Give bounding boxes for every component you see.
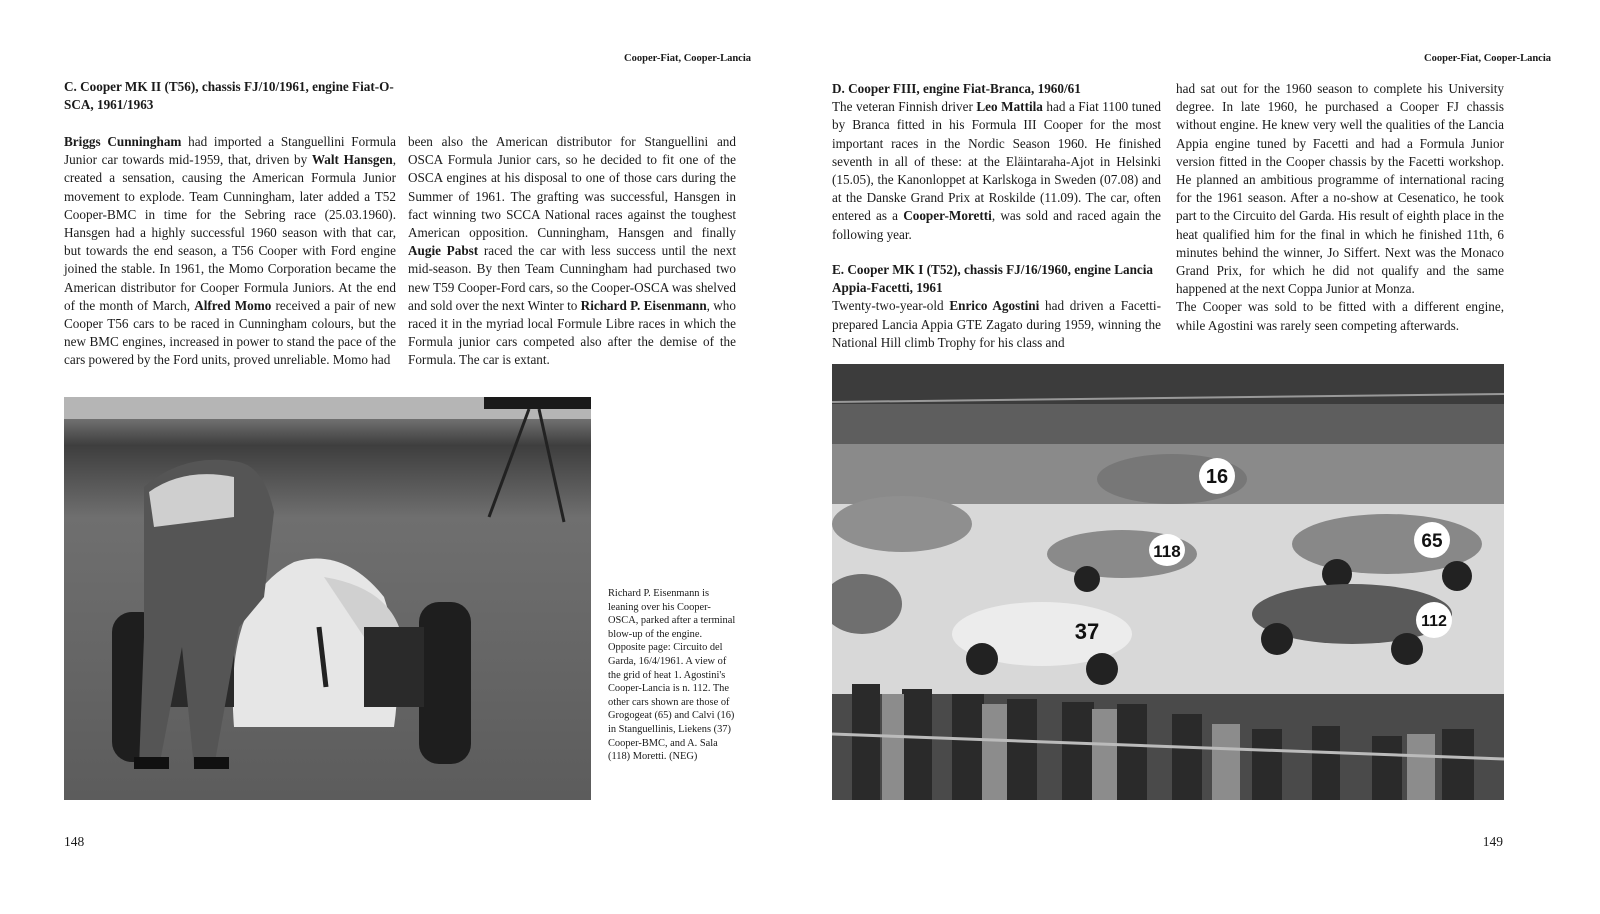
car-16 bbox=[1097, 454, 1247, 504]
section-c-column-1 bbox=[64, 133, 396, 370]
caption-part-2: Opposite page: Circuito del Garda, 16/4/1961. A view of the grid of heat 1. Agostini's Cooper-Lancia is n. 112. The other cars shown are those of Grogogeat (65) and Calvi (16) in Stanguellinis, Liekens (37) Cooper-BMC, and A. Sala (118) Moretti. (NEG) bbox=[608, 642, 735, 763]
paragraph: The Cooper was sold to be fitted with a different engine, while Agostini was rarely seen competing afterwards. bbox=[1176, 299, 1504, 333]
text-run: had imported a Stanguellini Formula Junior car towards mid-1959, that, driven by bbox=[64, 134, 396, 168]
section-e-column-2 bbox=[1176, 80, 1504, 335]
text-run: been also the American distributor for Stanguellini and OSCA Formula Junior cars, so he decided to fit one of the OSCA engines at his disposal to one of those cars during the Summer of 1961. The grafting was successful, Hansgen in fact winning two SCCA National races against the toughest American opposition. Cunningham, Hansgen and finally bbox=[408, 134, 736, 241]
person-name: Augie Pabst bbox=[408, 243, 479, 259]
running-head: Cooper-Fiat, Cooper-Lancia bbox=[1424, 53, 1551, 64]
section-d bbox=[832, 80, 1161, 244]
photo-garda-grid bbox=[832, 364, 1504, 800]
section-d-heading: D. Cooper FIII, engine Fiat-Branca, 1960/61 bbox=[832, 81, 1081, 96]
text-run: raced the car with less success until the next mid-season. By then Team Cunningham had purchased two new T59 Cooper-Ford cars, so the Cooper-OSCA was shelved and sold over the next Winter to bbox=[408, 243, 736, 313]
person-name: Richard P. Eisenmann bbox=[580, 297, 707, 313]
car-name: Cooper-Moretti bbox=[903, 208, 992, 224]
photo-illustration bbox=[832, 364, 1504, 800]
right-page bbox=[800, 0, 1600, 914]
page-number: 149 bbox=[1482, 834, 1503, 849]
section-e-heading: E. Cooper MK I (T52), chassis FJ/16/1960, engine Lancia Appia-Facetti, 1961 bbox=[832, 262, 1154, 296]
text-run: Twenty-two-year-old bbox=[832, 298, 950, 314]
heading-line: SCA, 1961/1963 bbox=[64, 97, 154, 113]
car-number: 37 bbox=[1074, 619, 1100, 644]
section-c-column-2 bbox=[408, 133, 736, 370]
car-number: 112 bbox=[1421, 613, 1447, 630]
text-run: had driven a Facetti-prepared Lancia Appia GTE Zagato during 1959, winning the National Hill climb Trophy for his class and bbox=[832, 298, 1161, 350]
car-number: 65 bbox=[1421, 531, 1443, 552]
photo-illustration bbox=[64, 397, 591, 800]
section-c-heading bbox=[64, 78, 404, 114]
caption-part-1: Richard P. Eisenmann is leaning over his Cooper-OSCA, parked after a terminal blow-up of the engine. bbox=[608, 588, 736, 640]
text-run: received a pair of new Cooper T56 cars to be raced in Cunningham colours, but the new BMC engines, increased in power to stand the pace of the cars powered by the Ford units, proved unreliable. Momo had bbox=[64, 297, 397, 368]
photo-caption bbox=[608, 587, 738, 764]
paragraph bbox=[832, 98, 1161, 244]
text-run: , who raced it in the myriad local Formule Libre races in which the Formula junior cars competed also after the demise of the Formula. The car is extant. bbox=[408, 297, 736, 368]
section-e-column-1 bbox=[832, 261, 1161, 352]
paragraph: had sat out for the 1960 season to complete his University degree. In late 1960, he purchased a Cooper FJ chassis without engine. He knew very well the qualities of the Lancia Appia engine tuned by Facetti and had a Formula Junior version fitted in the Cooper chassis by the Facetti workshop. He planned an ambitious programme of international racing for the 1961 season. After a no-show at Cesenatico, he took part to the Circuito del Garda. His result of eighth place in the heat qualified him for the final in which he finished 11th, 6 minutes behind the winner, Jo Siffert. Next was the Monaco Grand Prix, for which he did not qualify and the same happened at the next Coppa Junior at Monza. bbox=[1176, 81, 1504, 297]
person-name: Alfred Momo bbox=[194, 297, 272, 313]
paragraph bbox=[64, 133, 396, 370]
paragraph bbox=[408, 133, 736, 370]
text-run: , was sold and raced again the following year. bbox=[832, 208, 1161, 242]
text-run: , created a sensation, causing the American Formula Junior movement to explode. Team Cunningham, later added a T52 Cooper-BMC in time for the Sebring race (25.03.1960). Hansgen had a highly successful 1960 season with that car, but towards the end season, a T56 Cooper with Ford engine joined the stable. In 1961, the Momo Corporation became the American distributor for Cooper Formula Juniors. At the end of the month of March, bbox=[64, 152, 396, 313]
heading-line: C. Cooper MK II (T56), chassis FJ/10/1961, engine Fiat-O- bbox=[64, 79, 394, 94]
running-head: Cooper-Fiat, Cooper-Lancia bbox=[624, 53, 751, 64]
car-number: 118 bbox=[1153, 542, 1181, 561]
photo-eisenmann-cooper-osca bbox=[64, 397, 591, 800]
person-name: Leo Mattila bbox=[976, 99, 1043, 115]
car-number: 16 bbox=[1205, 466, 1229, 488]
person-name: Walt Hansgen bbox=[311, 152, 393, 168]
paragraph bbox=[832, 297, 1161, 352]
person-name: Enrico Agostini bbox=[949, 298, 1040, 314]
text-run: The veteran Finnish driver bbox=[832, 99, 977, 115]
page-number: 148 bbox=[64, 834, 85, 849]
text-run: had a Fiat 1100 tuned by Branca fitted in his Formula III Cooper for the most important races in the Nordic Season 1960. He finished seventh in all of these: at the Eläintaraha-Ajot in Helsinki (15.05), the Kanonloppet at Karlskoga in Sweden (07.08) and at the Danske Grand Prix at Roskilde (11.09). The car, often entered as a bbox=[832, 99, 1161, 224]
person-name: Briggs Cunningham bbox=[64, 134, 182, 149]
